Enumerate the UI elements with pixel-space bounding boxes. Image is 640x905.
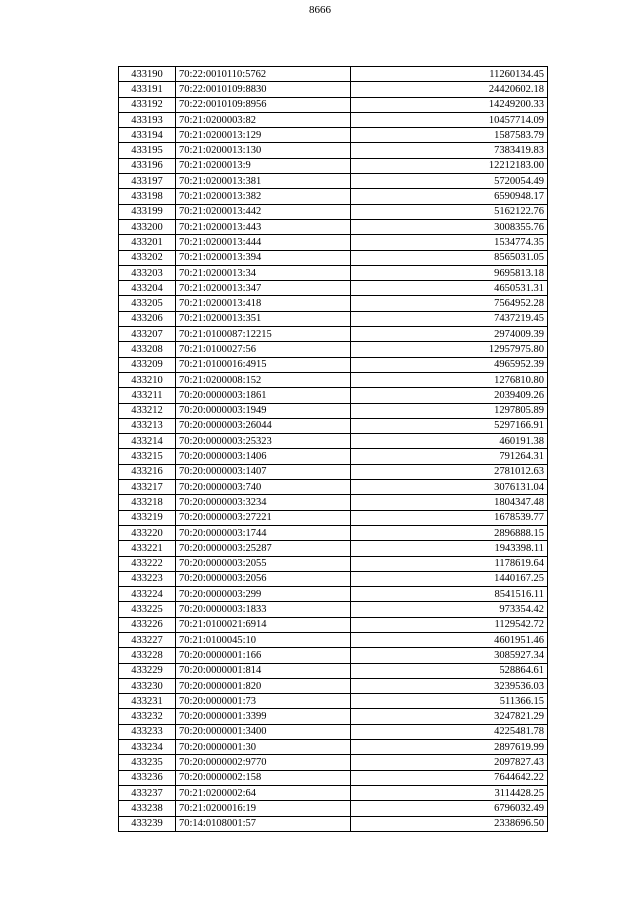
cadastral-number-cell: 70:20:0000001:814	[176, 663, 351, 678]
row-number-cell: 433209	[119, 357, 176, 372]
table-row	[119, 587, 548, 602]
cadastral-value-cell: 4601951.46	[351, 632, 548, 647]
row-number-cell: 433203	[119, 265, 176, 280]
table-row	[119, 495, 548, 510]
cadastral-number-cell: 70:21:0100021:6914	[176, 617, 351, 632]
cadastral-value-cell: 7437219.45	[351, 311, 548, 326]
cadastral-number-cell: 70:20:0000003:1407	[176, 464, 351, 479]
row-number-cell: 433228	[119, 648, 176, 663]
row-number-cell: 433237	[119, 785, 176, 800]
cadastral-value-cell: 3247821.29	[351, 709, 548, 724]
cadastral-number-cell: 70:21:0200013:129	[176, 128, 351, 143]
table-row	[119, 801, 548, 816]
row-number-cell: 433216	[119, 464, 176, 479]
cadastral-number-cell: 70:21:0200013:347	[176, 281, 351, 296]
row-number-cell: 433226	[119, 617, 176, 632]
row-number-cell: 433215	[119, 449, 176, 464]
cadastral-value-cell: 1534774.35	[351, 235, 548, 250]
row-number-cell: 433200	[119, 219, 176, 234]
cadastral-number-cell: 70:20:0000003:1406	[176, 449, 351, 464]
table-row	[119, 740, 548, 755]
cadastral-number-cell: 70:21:0200008:152	[176, 372, 351, 387]
cadastral-number-cell: 70:21:0200013:381	[176, 174, 351, 189]
table-row	[119, 480, 548, 495]
row-number-cell: 433213	[119, 418, 176, 433]
table-row	[119, 372, 548, 387]
cadastral-value-cell: 3239536.03	[351, 678, 548, 693]
cadastral-value-cell: 14249200.33	[351, 97, 548, 112]
row-number-cell: 433233	[119, 724, 176, 739]
cadastral-number-cell: 70:20:0000003:25287	[176, 541, 351, 556]
row-number-cell: 433234	[119, 740, 176, 755]
row-number-cell: 433196	[119, 158, 176, 173]
cadastral-value-cell: 973354.42	[351, 602, 548, 617]
cadastral-value-cell: 511366.15	[351, 694, 548, 709]
table-row	[119, 770, 548, 785]
table-row	[119, 556, 548, 571]
cadastral-number-cell: 70:21:0200013:444	[176, 235, 351, 250]
row-number-cell: 433191	[119, 82, 176, 97]
row-number-cell: 433231	[119, 694, 176, 709]
row-number-cell: 433195	[119, 143, 176, 158]
row-number-cell: 433192	[119, 97, 176, 112]
cadastral-value-cell: 12212183.00	[351, 158, 548, 173]
cadastral-value-cell: 2896888.15	[351, 525, 548, 540]
row-number-cell: 433204	[119, 281, 176, 296]
table-row	[119, 418, 548, 433]
cadastral-value-cell: 4650531.31	[351, 281, 548, 296]
table-row	[119, 816, 548, 831]
table-row	[119, 250, 548, 265]
cadastral-number-cell: 70:20:0000002:9770	[176, 755, 351, 770]
table-row	[119, 327, 548, 342]
table-row	[119, 663, 548, 678]
table-row	[119, 388, 548, 403]
cadastral-number-cell: 70:20:0000003:2056	[176, 571, 351, 586]
cadastral-number-cell: 70:21:0100027:56	[176, 342, 351, 357]
cadastral-number-cell: 70:20:0000001:73	[176, 694, 351, 709]
row-number-cell: 433202	[119, 250, 176, 265]
table-row	[119, 219, 548, 234]
cadastral-value-cell: 5720054.49	[351, 174, 548, 189]
table-row	[119, 617, 548, 632]
table-row	[119, 678, 548, 693]
cadastral-number-cell: 70:20:0000003:1861	[176, 388, 351, 403]
table-row	[119, 464, 548, 479]
table-row	[119, 694, 548, 709]
row-number-cell: 433201	[119, 235, 176, 250]
cadastral-value-cell: 2781012.63	[351, 464, 548, 479]
table-row	[119, 67, 548, 82]
row-number-cell: 433227	[119, 632, 176, 647]
cadastral-number-cell: 70:14:0108001:57	[176, 816, 351, 831]
cadastral-number-cell: 70:20:0000003:2055	[176, 556, 351, 571]
cadastral-value-cell: 3114428.25	[351, 785, 548, 800]
row-number-cell: 433224	[119, 587, 176, 602]
cadastral-number-cell: 70:20:0000003:3234	[176, 495, 351, 510]
row-number-cell: 433214	[119, 434, 176, 449]
cadastral-value-cell: 1943398.11	[351, 541, 548, 556]
table-row	[119, 449, 548, 464]
cadastral-value-cell: 2097827.43	[351, 755, 548, 770]
row-number-cell: 433220	[119, 525, 176, 540]
cadastral-number-cell: 70:20:0000003:740	[176, 480, 351, 495]
cadastral-value-cell: 2338696.50	[351, 816, 548, 831]
cadastral-value-cell: 5297166.91	[351, 418, 548, 433]
row-number-cell: 433236	[119, 770, 176, 785]
cadastral-number-cell: 70:21:0200013:382	[176, 189, 351, 204]
cadastral-number-cell: 70:21:0100016:4915	[176, 357, 351, 372]
cadastral-value-cell: 1178619.64	[351, 556, 548, 571]
row-number-cell: 433232	[119, 709, 176, 724]
cadastral-number-cell: 70:21:0200013:130	[176, 143, 351, 158]
table-row	[119, 143, 548, 158]
cadastral-number-cell: 70:21:0200002:64	[176, 785, 351, 800]
cadastral-number-cell: 70:21:0200013:34	[176, 265, 351, 280]
table-row	[119, 158, 548, 173]
cadastral-value-cell: 3008355.76	[351, 219, 548, 234]
cadastral-value-cell: 7644642.22	[351, 770, 548, 785]
cadastral-number-cell: 70:20:0000003:26044	[176, 418, 351, 433]
table-row	[119, 602, 548, 617]
cadastral-value-cell: 1804347.48	[351, 495, 548, 510]
row-number-cell: 433208	[119, 342, 176, 357]
row-number-cell: 433198	[119, 189, 176, 204]
row-number-cell: 433205	[119, 296, 176, 311]
cadastral-number-cell: 70:21:0200003:82	[176, 112, 351, 127]
row-number-cell: 433229	[119, 663, 176, 678]
row-number-cell: 433194	[119, 128, 176, 143]
row-number-cell: 433218	[119, 495, 176, 510]
cadastral-number-cell: 70:21:0200013:351	[176, 311, 351, 326]
cadastral-number-cell: 70:21:0200016:19	[176, 801, 351, 816]
cadastral-number-cell: 70:21:0100045:10	[176, 632, 351, 647]
cadastral-number-cell: 70:22:0010109:8830	[176, 82, 351, 97]
table-row	[119, 82, 548, 97]
cadastral-value-cell: 7383419.83	[351, 143, 548, 158]
cadastral-number-cell: 70:20:0000001:30	[176, 740, 351, 755]
table-row	[119, 571, 548, 586]
table-row	[119, 434, 548, 449]
cadastral-value-cell: 12957975.80	[351, 342, 548, 357]
cadastral-value-cell: 11260134.45	[351, 67, 548, 82]
cadastral-number-cell: 70:20:0000003:1949	[176, 403, 351, 418]
table-row	[119, 189, 548, 204]
table-row	[119, 235, 548, 250]
cadastral-value-cell: 2897619.99	[351, 740, 548, 755]
cadastral-number-cell: 70:20:0000001:3400	[176, 724, 351, 739]
cadastral-number-cell: 70:20:0000001:820	[176, 678, 351, 693]
cadastral-value-cell: 9695813.18	[351, 265, 548, 280]
cadastral-number-cell: 70:21:0200013:442	[176, 204, 351, 219]
row-number-cell: 433238	[119, 801, 176, 816]
table-body	[119, 67, 548, 832]
table-row	[119, 510, 548, 525]
cadastral-value-cell: 3076131.04	[351, 480, 548, 495]
cadastral-number-cell: 70:20:0000003:25323	[176, 434, 351, 449]
table-row	[119, 296, 548, 311]
cadastral-value-cell: 2974009.39	[351, 327, 548, 342]
cadastral-value-cell: 8541516.11	[351, 587, 548, 602]
table-row	[119, 128, 548, 143]
table-row	[119, 709, 548, 724]
table-row	[119, 525, 548, 540]
cadastral-value-cell: 5162122.76	[351, 204, 548, 219]
table-row	[119, 342, 548, 357]
table-row	[119, 724, 548, 739]
cadastral-value-cell: 1587583.79	[351, 128, 548, 143]
cadastral-value-cell: 791264.31	[351, 449, 548, 464]
row-number-cell: 433210	[119, 372, 176, 387]
row-number-cell: 433206	[119, 311, 176, 326]
cadastral-value-cell: 2039409.26	[351, 388, 548, 403]
cadastral-value-cell: 1440167.25	[351, 571, 548, 586]
cadastral-value-table	[118, 66, 548, 832]
row-number-cell: 433230	[119, 678, 176, 693]
cadastral-value-cell: 8565031.05	[351, 250, 548, 265]
row-number-cell: 433212	[119, 403, 176, 418]
row-number-cell: 433199	[119, 204, 176, 219]
cadastral-number-cell: 70:20:0000001:3399	[176, 709, 351, 724]
row-number-cell: 433222	[119, 556, 176, 571]
cadastral-value-cell: 4225481.78	[351, 724, 548, 739]
table-row	[119, 204, 548, 219]
cadastral-value-cell: 6590948.17	[351, 189, 548, 204]
table-row	[119, 785, 548, 800]
cadastral-value-cell: 24420602.18	[351, 82, 548, 97]
row-number-cell: 433235	[119, 755, 176, 770]
cadastral-value-cell: 3085927.34	[351, 648, 548, 663]
row-number-cell: 433221	[119, 541, 176, 556]
cadastral-value-cell: 6796032.49	[351, 801, 548, 816]
table-row	[119, 97, 548, 112]
cadastral-number-cell: 70:21:0200013:394	[176, 250, 351, 265]
cadastral-number-cell: 70:20:0000003:27221	[176, 510, 351, 525]
row-number-cell: 433239	[119, 816, 176, 831]
cadastral-number-cell: 70:21:0200013:9	[176, 158, 351, 173]
cadastral-number-cell: 70:22:0010109:8956	[176, 97, 351, 112]
cadastral-number-cell: 70:20:0000003:1744	[176, 525, 351, 540]
cadastral-number-cell: 70:22:0010110:5762	[176, 67, 351, 82]
row-number-cell: 433225	[119, 602, 176, 617]
table-row	[119, 112, 548, 127]
cadastral-value-cell: 1678539.77	[351, 510, 548, 525]
row-number-cell: 433190	[119, 67, 176, 82]
table-row	[119, 281, 548, 296]
row-number-cell: 433217	[119, 480, 176, 495]
cadastral-value-cell: 1129542.72	[351, 617, 548, 632]
table-row	[119, 541, 548, 556]
cadastral-value-cell: 1276810.80	[351, 372, 548, 387]
cadastral-number-cell: 70:20:0000003:1833	[176, 602, 351, 617]
table-row	[119, 174, 548, 189]
cadastral-value-cell: 1297805.89	[351, 403, 548, 418]
cadastral-number-cell: 70:21:0200013:443	[176, 219, 351, 234]
cadastral-number-cell: 70:20:0000003:299	[176, 587, 351, 602]
cadastral-number-cell: 70:21:0200013:418	[176, 296, 351, 311]
cadastral-value-cell: 4965952.39	[351, 357, 548, 372]
cadastral-number-cell: 70:21:0100087:12215	[176, 327, 351, 342]
cadastral-number-cell: 70:20:0000002:158	[176, 770, 351, 785]
table-row	[119, 755, 548, 770]
page-number: 8666	[309, 4, 331, 16]
cadastral-value-cell: 10457714.09	[351, 112, 548, 127]
table-row	[119, 632, 548, 647]
table-row	[119, 648, 548, 663]
row-number-cell: 433219	[119, 510, 176, 525]
row-number-cell: 433207	[119, 327, 176, 342]
cadastral-value-cell: 528864.61	[351, 663, 548, 678]
table-row	[119, 265, 548, 280]
cadastral-number-cell: 70:20:0000001:166	[176, 648, 351, 663]
table-row	[119, 311, 548, 326]
row-number-cell: 433211	[119, 388, 176, 403]
cadastral-value-cell: 7564952.28	[351, 296, 548, 311]
table-row	[119, 403, 548, 418]
row-number-cell: 433197	[119, 174, 176, 189]
row-number-cell: 433193	[119, 112, 176, 127]
table-row	[119, 357, 548, 372]
row-number-cell: 433223	[119, 571, 176, 586]
cadastral-value-cell: 460191.38	[351, 434, 548, 449]
